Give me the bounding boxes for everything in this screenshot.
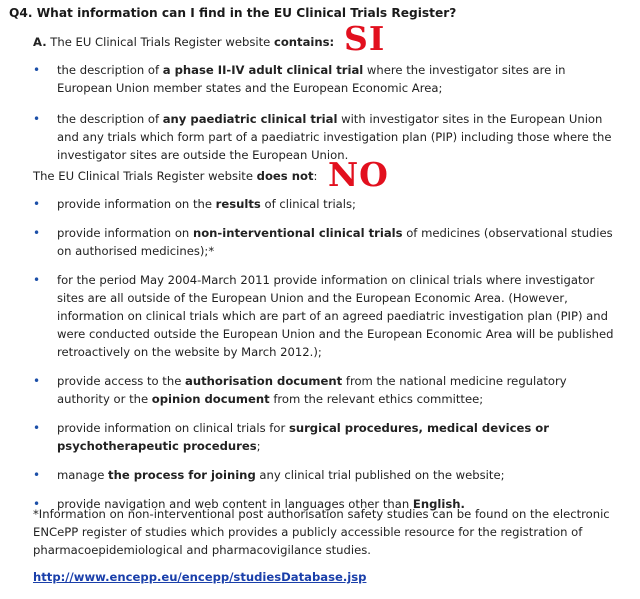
not-intro-end: : [313,169,318,183]
item-text: with investigator sites in the European Union and any trials which form part of a paediatric investigation plan (PIP) including those where the investigator sites are outside the European Union. [57,112,612,162]
item-text: of medicines (observational studies on authorised medicines);* [57,226,613,258]
item-text: ; [256,439,261,453]
not-intro [33,169,317,183]
item-bold: a phase II-IV adult clinical trial [162,63,364,77]
bullet-icon: • [33,63,41,77]
item-bold: opinion document [151,392,270,406]
item-text: manage [57,468,109,482]
not-intro-text: The EU Clinical Trials Register website [33,169,257,183]
item-bold: results [215,197,261,211]
bullet-icon: • [33,497,41,511]
answer-intro [33,35,334,49]
list-item [0,110,617,166]
bullet-icon: • [33,468,41,482]
item-bold: authorisation document [185,374,343,388]
footnote: *Information on non-interventional post authorisation safety studies can be found on the electronic ENCePP register of studies which provides a publicly accessible resource for the registration of pharmacoepidemiological and pharmacovigilance studies. [33,507,610,557]
list-item [0,61,617,99]
stamp-yes: SI [344,19,386,58]
item-bold: the process for joining [108,468,256,482]
not-list [0,195,617,524]
item-text: provide information on [57,226,193,240]
contains-list [0,61,617,166]
item-text: for the period May 2004-March 2011 provide information on clinical trials where investigator sites are all outside of the European Union and the European Economic Area. (However, information on clinical trials which are part of an agreed paediatric investigation plan (PIP) and were conducted outside the European Union and the European Economic Area will be published retroactively on the website by March 2012.); [57,273,614,359]
item-text: provide navigation and web content in languages other than [57,497,413,511]
item-bold: surgical procedures, medical devices or psychotherapeutic procedures [57,421,549,453]
bullet-icon: • [33,112,41,126]
bullet-icon: • [33,197,41,211]
item-text: provide access to the [57,374,186,388]
item-text: the description of [57,112,163,126]
bullet-icon: • [33,226,41,240]
item-text: any clinical trial published on the website; [255,468,505,482]
list-item [0,466,617,484]
item-bold: any paediatric clinical trial [162,112,338,126]
item-bold: English. [412,497,465,511]
answer-intro-text: The EU Clinical Trials Register website [46,35,274,49]
question-title: Q4. What information can I find in the EU Clinical Trials Register? [9,6,457,20]
item-text: where the investigator sites are in European Union member states and the European Economic Area; [57,63,566,95]
list-item [0,372,617,408]
item-text: provide information on the [57,197,216,211]
stamp-no: NO [328,155,389,194]
not-intro-bold: does not [256,169,314,183]
answer-prefix: A. [33,35,47,49]
bullet-icon: • [33,374,41,388]
item-text: provide information on clinical trials for [57,421,289,435]
list-item [0,271,617,361]
item-text: of clinical trials; [260,197,356,211]
answer-intro-bold: contains: [273,35,335,49]
bullet-icon: • [33,273,41,287]
item-text: from the relevant ethics committee; [269,392,484,406]
list-item [0,224,617,260]
bullet-icon: • [33,421,41,435]
list-item [0,195,617,213]
item-text: the description of [57,63,163,77]
list-item [0,419,617,455]
item-bold: non-interventional clinical trials [192,226,403,240]
encepp-link[interactable]: http://www.encepp.eu/encepp/studiesDatabase.jsp [33,570,367,584]
item-text: from the national medicine regulatory authority or the [57,374,567,406]
